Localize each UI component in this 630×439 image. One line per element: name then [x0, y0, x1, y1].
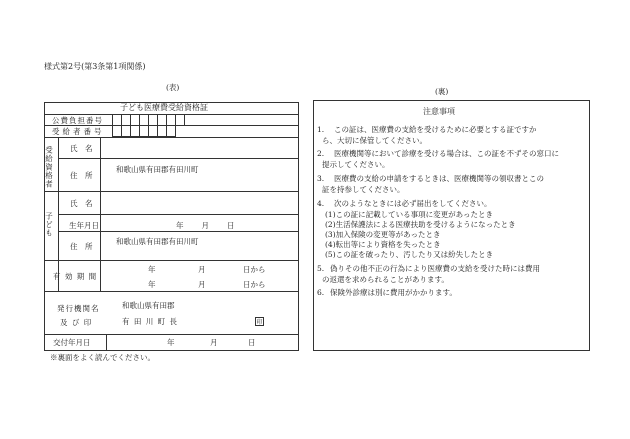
subitem: (3)加入保険の変更等があったとき	[325, 230, 441, 239]
qualifier-label: 受給資格者	[44, 146, 54, 189]
birth-date-label: 生年月日	[69, 221, 99, 230]
subitem: (2)生活保護法による医療扶助を受けるようになったとき	[325, 220, 516, 229]
child-address-label: 住 所	[70, 242, 93, 251]
issuer-label: 発行機関名	[57, 304, 100, 313]
subitem: (4)転出等により資格を失ったとき	[325, 240, 441, 249]
qualifier-name-label: 氏 名	[70, 144, 93, 153]
issuer-name: 和歌山県有田郡	[122, 301, 175, 310]
payer-number-label: 公費負担番号	[52, 116, 103, 125]
child-name-label: 氏 名	[70, 199, 93, 208]
back-side-label: (裏)	[435, 87, 449, 96]
seal-label: 及 び 印	[60, 318, 93, 327]
back-title: 注意事項	[423, 107, 455, 116]
front-title: 子ども医療費受給資格証	[120, 103, 208, 112]
qualifier-address-label: 住 所	[70, 171, 93, 180]
form-number: 様式第2号(第3条第1項関係)	[44, 62, 146, 71]
subitem: (5)この証を破ったり、汚したり又は紛失したとき	[325, 250, 494, 259]
subitem: (1)この証に記載している事項に変更があったとき	[325, 210, 494, 219]
front-side-label: (表)	[166, 83, 180, 92]
seal-stamp: 印	[256, 319, 263, 326]
qualifier-address: 和歌山県有田郡有田川町	[116, 165, 199, 174]
issue-date-label: 交付年月日	[53, 338, 91, 347]
issuer-title: 有 田 川 町 長	[122, 317, 179, 326]
child-address: 和歌山県有田郡有田川町	[116, 237, 199, 246]
birth-date: 年 月 日	[176, 221, 236, 230]
recipient-number-label: 受給者番号	[52, 127, 105, 136]
validity-label: 有 効 期 間	[53, 272, 98, 281]
footnote: ※裏面をよく読んでください。	[50, 353, 155, 362]
child-label: 子ども	[44, 212, 54, 238]
